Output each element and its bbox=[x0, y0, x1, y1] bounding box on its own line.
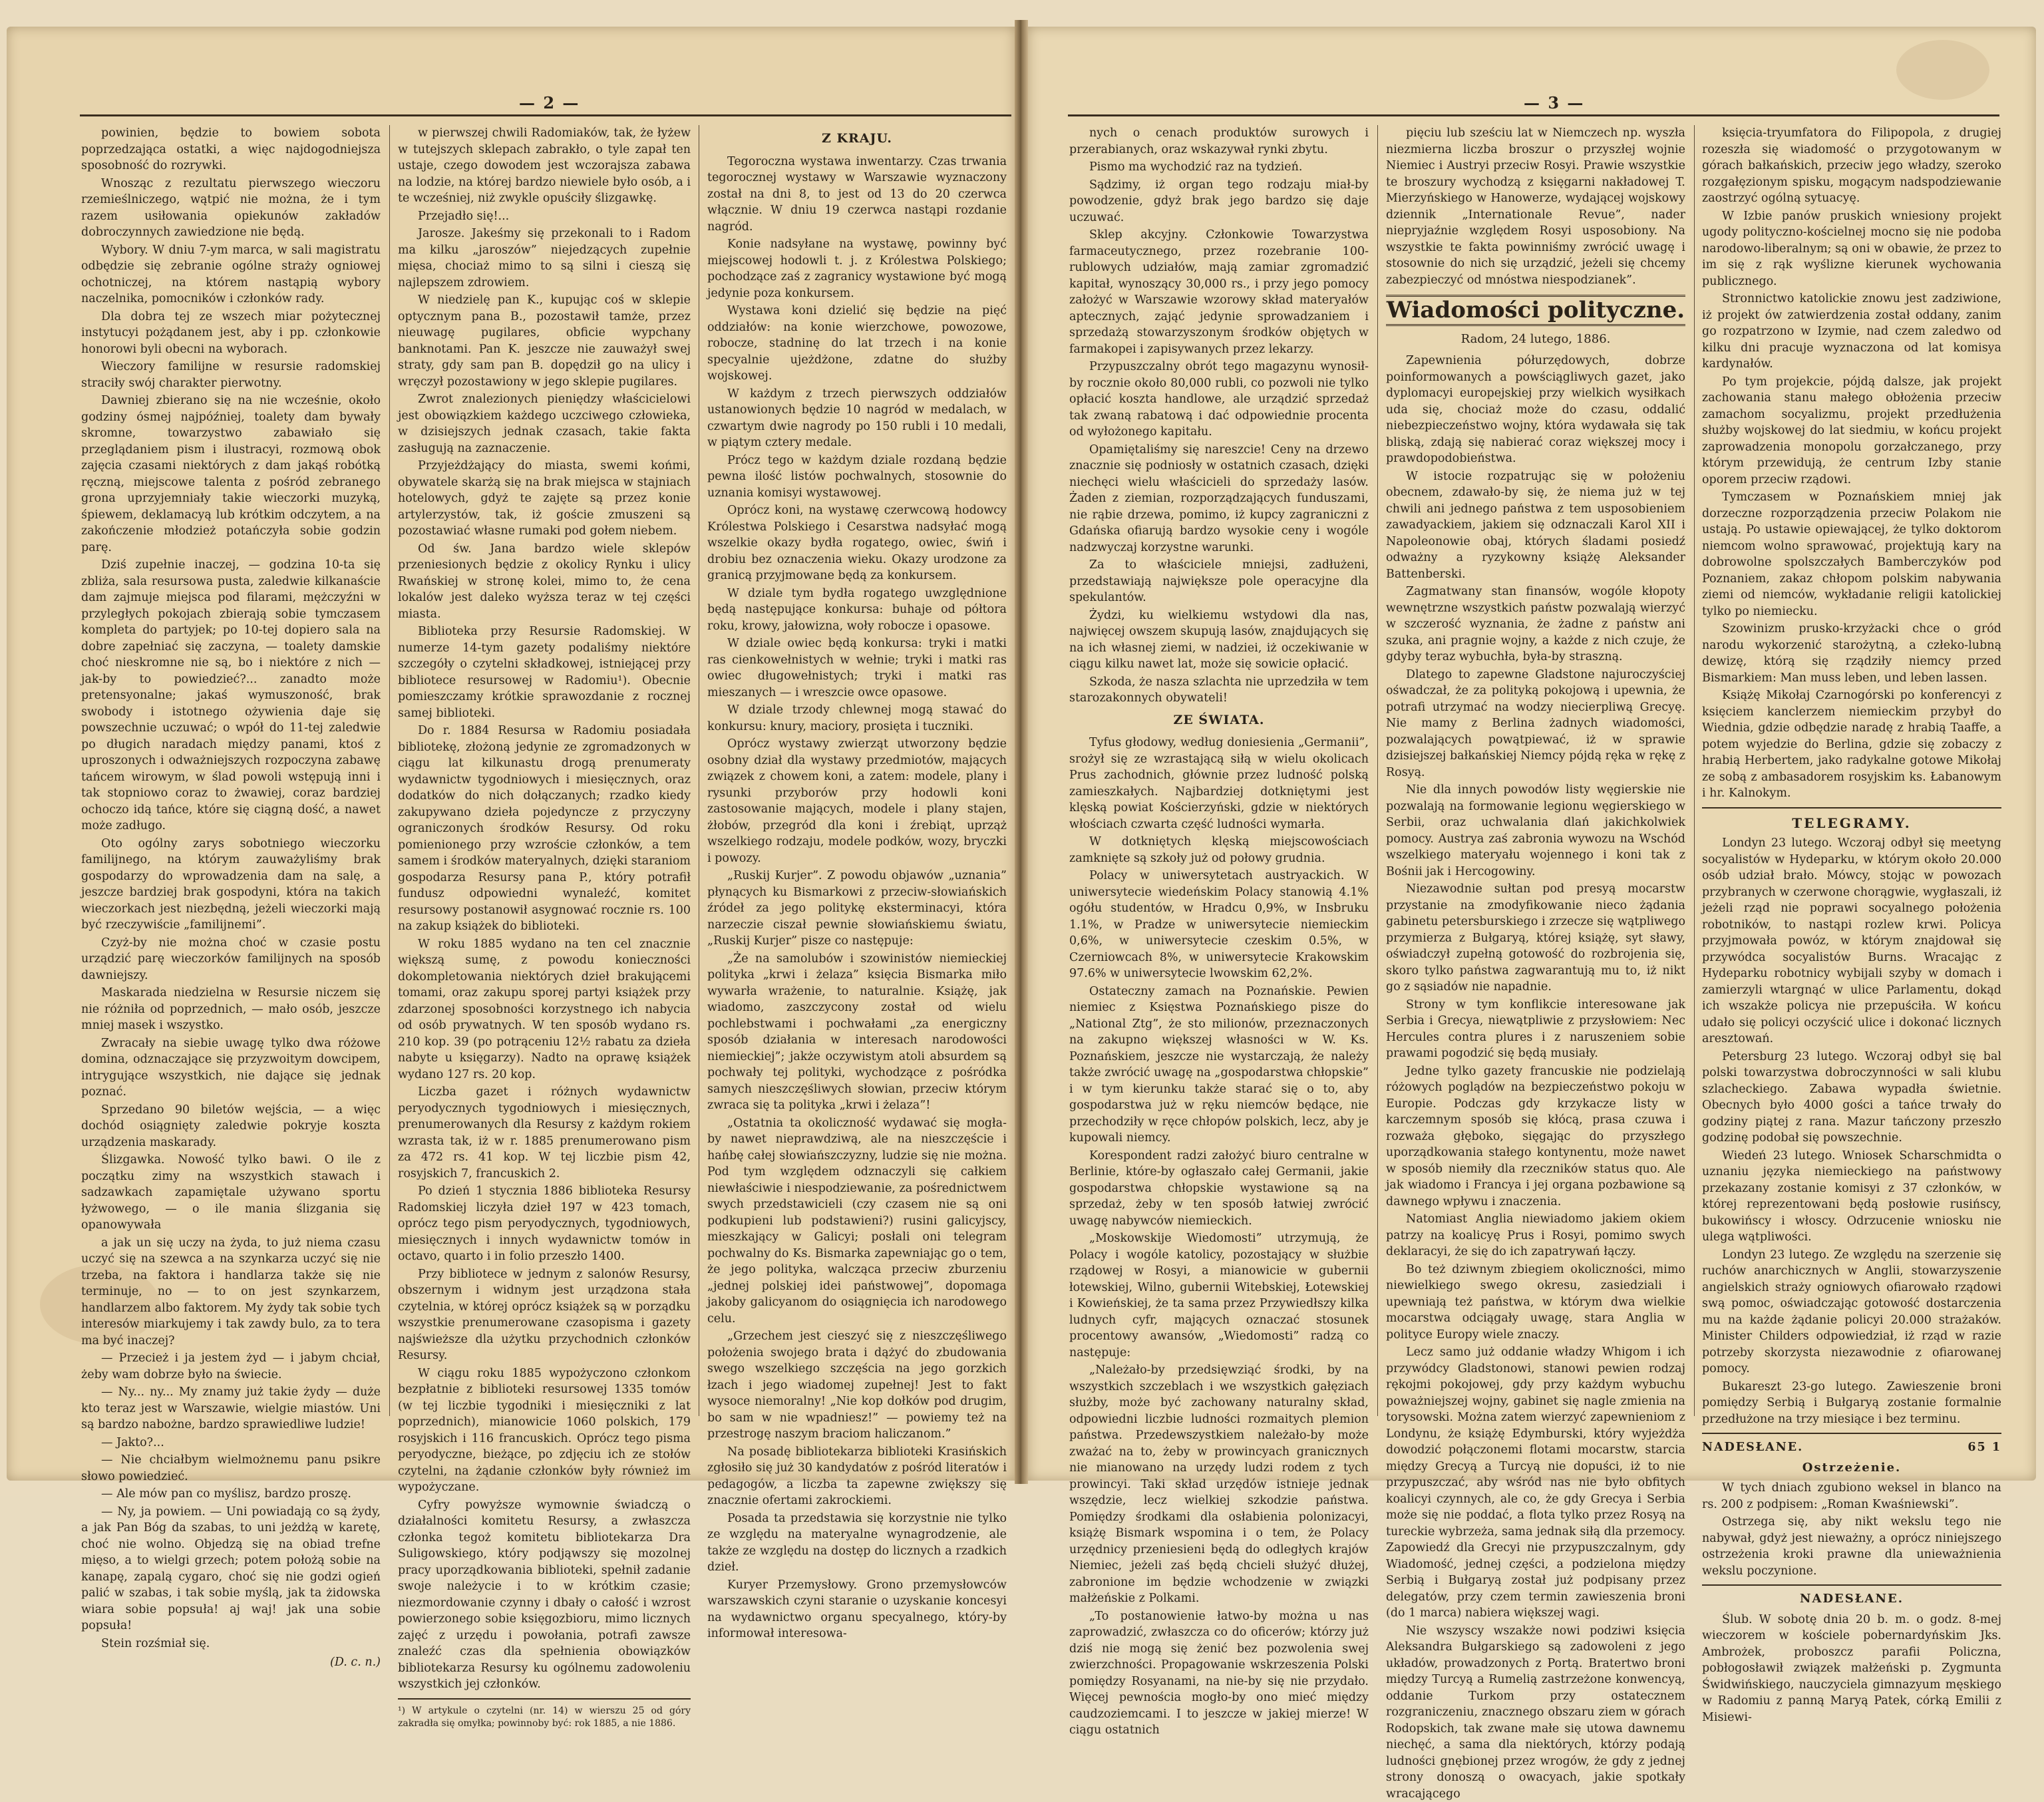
paragraph: Ślizgawka. Nowość tylko bawi. O ile z początku zimy na wszystkich stawach i sadzawkach zapamiętale używano sportu łyżwowego, — o ile mania ślizgania się opanowywała bbox=[81, 1152, 381, 1234]
paragraph: Do r. 1884 Resursa w Radomiu posiadała bibliotekę, złożoną jedynie ze zgromadzonych w ciągu lat kilkunastu drogą prenumeraty wydawnictw tygodniowych i miesięcznych, oraz dodatków do nich dołączanych; rzadko kiedy zakupywano dzieła pojedyncze z przyczyny ograniczonych środków Resursy. Od roku pomienionego przy wzroście członków, a tem samem i środków materyalnych, dzięki staraniom gospodarza Resursy pana P., który potrafił fundusz odpowiedni wynaleźć, komitet resursowy postanowił asygnować rocznie rs. 100 na zakup książek do biblioteki. bbox=[398, 723, 691, 935]
paragraph: Dawniej zbierano się na nie wcześnie, około godziny ósmej najpóźniej, toalety dam bywały skromne, towarzystwo zabawiało się przeglądaniem pism i ilustracyi, rozmową obok zajęcia czasami niektórych z dam jakąś robótką ręczną, miejscowe talenta z pośród zebranego grona uprzyjemniały takie wieczorki muzyką, śpiewem, deklamacyą lub krótkim odczytem, a na zakończenie młodzież potańczyła sobie godzin parę. bbox=[81, 393, 381, 556]
paragraph: Konie nadsyłane na wystawę, powinny być miejscowej hodowli t. j. z Królestwa Polskiego; pochodzące zaś z zagranicy wystawione być mogą jedynie poza konkursem. bbox=[707, 236, 1007, 301]
paper-stain bbox=[1896, 40, 1989, 100]
paragraph: Po dzień 1 stycznia 1886 biblioteka Resursy Radomskiej liczyła dzieł 197 w 423 tomach, oprócz tego pism peryodycznych, tygodniowych, miesięcznych i innych wydawnictw tomów in octavo, quarto i in folio przeszło 1400. bbox=[398, 1183, 691, 1265]
paragraph: Przy bibliotece w jednym z salonów Resursy, obszernym i widnym jest urządzona stała czytelnia, w której oprócz książek są w porządku wszystkie prenumerowane czasopisma i gazety najświeższe dla użytku przychodnich członków Resursy. bbox=[398, 1266, 691, 1364]
paragraph: powinien, będzie to bowiem sobota poprzedzająca ostatki, a więc najdogodniejsza sposobność do rozrywki. bbox=[81, 125, 381, 174]
paragraph: Nie wszyscy wszakże nowi podziwi księcia Aleksandra Bułgarskiego są zadowoleni z jego układów, prowadzonych z Portą. Bratertwo broni między Turcyą a Rumelią zastrzeżone konwencyą, oddanie Turkom przy ostatecznem rozgraniczeniu, znacznego obszaru ziem w górach Rodopskich, tak zwane małe się utowa dawnemu niechęć, a sama dla niektórych, którzy podają ludności gnębionej przez wrogów, że gdy z jednej strony donoszą o owacyach, jakie spotkały wracającego bbox=[1386, 1623, 1685, 1802]
paragraph: Oto ogólny zarys sobotniego wieczorku familijnego, na którym zauważyliśmy brak gospodarzy do wprowadzenia dam na salę, a jeszcze bardziej brak gospodyni, która na takich wieczorkach jest niezbędną, jeżeli wieczorki mają być rzeczywiście „familijnemi”. bbox=[81, 836, 381, 934]
right-column-1 bbox=[1069, 125, 1369, 1423]
paragraph: Biblioteka przy Resursie Radomskiej. W numerze 14-tym gazety podaliśmy niektóre szczegóły o czytelni składkowej, istniejącej przy bibliotece resursowej w Radomiu¹). Obecnie pomieszczamy krótkie sprawozdanie z rocznej samej biblioteki. bbox=[398, 624, 691, 721]
paragraph: „Moskowskije Wiedomosti” utrzymują, że Polacy i wogóle katolicy, pozostający w służbie rządowej w Rosyi, a mianowicie w gubernii łotewskiej, Wilno, gubernii Witebskiej, Łotewskiej i Kowieńskiej, że ta sama przez Przywiedłszy kilka ludnych cyfr, mających oznaczać stosunek procentowy awansów, „Wiedomosti” radzą co następuje: bbox=[1069, 1230, 1369, 1361]
paragraph: Cyfry powyższe wymownie świadczą o działalności komitetu Resursy, a zwłaszcza członka tegoż komitetu bibliotekarza Dra Suligowskiego, który podjąwszy się mozolnej pracy uporządkowania biblioteki, spełnił zadanie swoje należycie i to w krótkim czasie; niezmordowanie czynny i dbały o całość i wzrost powierzonego sobie księgozbioru, mimo licznych zajęć z urzędu i powołania, potrafi zawsze znaleźć czas dla spełnienia obowiązków bibliotekarza Resursy ku ogólnemu zadowoleniu wszystkich jej członków. bbox=[398, 1497, 691, 1693]
left-column-1 bbox=[81, 125, 381, 1423]
paragraph: Wystawa koni dzielić się będzie na pięć oddziałów: na konie wierzchowe, powozowe, robocze, stadninę do lat trzech i na konie specyalnie ujeżdżone, zdatne do służby wojskowej. bbox=[707, 303, 1007, 385]
paragraph: W Izbie panów pruskich wniesiony projekt ugody polityczno-kościelnej mocno się nie podoba narodowo-liberalnym; są oni w obawie, że przez to im się z rąk wyślizne kierunek wychowania publicznego. bbox=[1702, 208, 2001, 290]
right-column-2 bbox=[1386, 125, 1685, 1423]
paragraph: — Nie chciałbym wielmożnemu panu psikre słowo powiedzieć. bbox=[81, 1452, 381, 1485]
paragraph: W każdym z trzech pierwszych oddziałów ustanowionych będzie 10 nagród w medalach, w czwartym dwie nagrody po 150 rubli i 10 medali, w piątym cztery medale. bbox=[707, 386, 1007, 451]
paragraph: W dziale tym bydła rogatego uwzględnione będą następujące konkursa: buhaje od półtora roku, krowy, jałowizna, woły robocze i opasowe. bbox=[707, 586, 1007, 635]
paragraph: Przyjeżdżający do miasta, swemi końmi, obywatele skarżą się na brak miejsca w stajniach hotelowych, gdyż te zajęte są przez konie artylerzystów, tak, iż goście zmuszeni są pozostawiać własne rumaki pod gołem niebem. bbox=[398, 458, 691, 540]
paragraph: księcia-tryumfatora do Filipopola, z drugiej rozeszła się wiadomość o przygotowanym w górach bałkańskich, przeciw jego władzy, szeroko rozgałęzionym spisku, mogącym nadspodziewanie zaostrzyć ogólną sytuacyę. bbox=[1702, 125, 2001, 207]
paragraph: Opamiętaliśmy się nareszcie! Ceny na drzewo znacznie się podniosły w ostatnich czasach, dzięki niechęci wielu właścicieli do sprzedaży lasów. Żaden z ziemian, rozporządzających funduszami, nie rąbie drzewa, pomimo, iż kupcy zagraniczni z Gdańska ofiarują bardzo wysokie ceny i wogóle nadzwyczaj korzystne warunki. bbox=[1069, 442, 1369, 556]
paragraph: W roku 1885 wydano na ten cel znacznie większą sumę, z powodu konieczności dokompletowania niektórych dzieł brakującemi tomami, oraz zakupu sporej partyi książek przy zdarzonej sposobności korzystnego ich nabycia od osób prywatnych. W ten sposób wydano rs. 210 kop. 39 (po potrąceniu 12½ rabatu za dzieła nabyte u księgarzy). Nadto na oprawę książek wydano 127 rs. 20 kop. bbox=[398, 936, 691, 1083]
paragraph: Przejadło się!... bbox=[398, 208, 691, 225]
paragraph: Korespondent radzi założyć biuro centralne w Berlinie, które-by ogłaszało całej Germanii, jakie gospodarstwa chłopskie wystawione są na sprzedaż, żeby w ten sposób łatwiej zwrócić uwagę nabywców niemieckich. bbox=[1069, 1148, 1369, 1230]
warning-title: Ostrzeżenie. bbox=[1702, 1460, 2001, 1477]
paragraph: Tegoroczna wystawa inwentarzy. Czas trwania tegorocznej wystawy w Warszawie wyznaczony został na dni 8, to jest od 13 do 20 czerwca włącznie. W dniu 19 czerwca nastąpi rozdanie nagród. bbox=[707, 154, 1007, 236]
paragraph: Londyn 23 lutego. Ze względu na szerzenie się ruchów anarchicznych w Anglii, stowarzyszenie angielskich straży ogniowych ofiarowało rządowi swą pomoc, oświadczając gotowość dostarczenia mu na każde żądanie policyi 20.000 strażaków. Minister Childers odpowiedział, iż rząd w razie potrzeby skorzysta niezawodnie z ofiarowanej pomocy. bbox=[1702, 1247, 2001, 1377]
paragraph: Ostateczny zamach na Poznańskie. Pewien niemiec z Księstwa Poznańskiego pisze do „National Ztg”, że sto milionów, przeznaczonych na zakupno większej własności w W. Ks. Poznańskiem, jeszcze nie wystarczają, że należy także zwrócić uwagę na „gospodarstwa chłopskie” i w tym kierunku także starać się o to, aby gospodarstwa już w ręku niemców będące, nie przechodziły w ręce chłopów polskich, lecz, aby je kupowali niemcy. bbox=[1069, 984, 1369, 1147]
paragraph: „Ruskij Kurjer”. Z powodu objawów „uznania” płynących ku Bismarkowi z przeciw-słowiańskich źródeł za jego politykę eksterminacyi, która narzeczie ciszał pewnie słowiańskiemu światu, „Ruskij Kurjer” pisze co następuje: bbox=[707, 868, 1007, 950]
paragraph: Oprócz koni, na wystawę czerwcową hodowcy Królestwa Polskiego i Cesarstwa nadsyłać mogą wszelkie okazy bydła rogatego, owiec, świń i drobiu bez oznaczenia wieku. Okazy urodzone za granicą przyjmowane będą za konkursem. bbox=[707, 502, 1007, 584]
footnote: ¹) W artykule o czytelni (nr. 14) w wierszu 25 od góry zakradła się omyłka; powinnoby być: rok 1885, a nie 1886. bbox=[398, 1705, 691, 1730]
paragraph: Oprócz wystawy zwierząt utworzony będzie osobny dział dla wystawy przedmiotów, mających związek z chowem koni, a zatem: modele, plany i rysunki przyborów przy hodowli koni zastosowanie mających, modele i plany stajen, żłobów, przegród dla koni i źrebiąt, uprząż wszelkiego rodzaju, modele podków, wozy, bryczki i powozy. bbox=[707, 736, 1007, 866]
column-divider bbox=[389, 125, 390, 1416]
ad-title: NADESŁANE. bbox=[1702, 1439, 1803, 1456]
paragraph: Tymczasem w Poznańskiem mniej jak dorzeczne rozporządzenia przeciw Polakom nie ustają. Po ustawie opiewającej, że tylko doktorom niemcom wolno sprawować, projektują kary na dobrowolne spolszczałych Bamberczyków pod Poznaniem, zakaz chłopom polskim nabywania ziemi od niemców, wykładanie religii katolickiej tylko po niemiecku. bbox=[1702, 489, 2001, 620]
paragraph: „Grzechem jest cieszyć się z nieszczęśliwego położenia swojego brata i dążyć do zbudowania swego wszelkiego szczęścia na jego gorzkich łzach i jego wiadomej zupełnej! Jest to fakt wysoce niemoralny! „Nie kop dołków pod drugim, bo sam w nie wpadniesz!” — powiemy też na przestrogę naszym braciom haliczanom.” bbox=[707, 1328, 1007, 1443]
paragraph: W ciągu roku 1885 wypożyczono członkom bezpłatnie z biblioteki resursowej 1335 tomów (w tej liczbie tygodniki i miesięczniki z lat poprzednich), mianowicie 1060 polskich, 179 rosyjskich i 116 francuskich. Oprócz tego pisma peryodyczne, bieżące, po zdjęciu ich ze stołów czytelni, na żądanie członków były również im wypożyczane. bbox=[398, 1365, 691, 1496]
paragraph: Zagmatwany stan finansów, wogóle kłopoty wewnętrzne wszystkich państw pozwalają wierzyć w szczerość wyznania, że żadne z państw ani szuka, ani pragnie wojny, a każde z nich czuje, że gdyby teraz wybuchła, była-by straszną. bbox=[1386, 584, 1685, 665]
paragraph: Polacy w uniwersytetach austryackich. W uniwersytecie wiedeńskim Polacy stanowią 4.1% ogółu studentów, w Hradcu 0,9%, w Insbruku 1.1%, w Pradze w uniwersytecie niemieckim 0,6%, w uniwersytecie czeskim 0.5%, w Czerniowcach 8%, w uniwersytecie Krakowskim 97.6% w uniwersytecie lwowskim 62,2%. bbox=[1069, 868, 1369, 982]
paragraph: Od św. Jana bardzo wiele sklepów przeniesionych będzie z okolicy Rynku i ulicy Rwańskiej w stronę kolei, mimo to, że cena lokalów jest daleko wyższa teraz w tej części miasta. bbox=[398, 541, 691, 623]
paragraph: Po tym projekcie, pójdą dalsze, jak projekt zachowania stanu małego obłożenia przeciw zamachom socyalizmu, projekt przedłużenia służby wojskowej do lat siedmiu, w końcu projekt zaprowadzenia monopolu gorzałczanego, przy którym przewidują, że centrum Izby stanie oporem przeciw rządowi. bbox=[1702, 374, 2001, 488]
section-rule bbox=[1702, 1584, 2001, 1586]
telegrams-title: TELEGRAMY. bbox=[1702, 815, 2001, 832]
left-column-3 bbox=[707, 125, 1007, 1423]
paragraph: „Ostatnia ta okoliczność wydawać się mogła-by nawet nieprawdziwą, ale na nieszczęście i hańbę całej słowiańszczyzny, ludzie się nie można. Pod tym względem odznaczyli się całkiem niewłaściwie i niespodziewanie, za pośrednictwem swych przedstawicieli (czy czasem nie są oni podkupieni lub podstawieni?) rusini galicyjscy, mieszkający w Galicyi; posłali oni telegram pochwalny do Ks. Bismarka zapewniając go o tem, że jego polityka, walcząca przeciw zburzeniu „jednej polskiej idei państwowej”, dopomaga jakoby galicyanom do osiągnięcia ich narodowego celu. bbox=[707, 1115, 1007, 1328]
header-rule-left bbox=[80, 114, 1011, 116]
paragraph: Przypuszczalny obrót tego magazynu wynosił-by rocznie około 80,000 rubli, co pozwoli nie tylko opłacić koszta handlowe, ale urządzić sprzedaż tak zwaną rabatową i dać odpowiednie procenta od wyłożonego kapitału. bbox=[1069, 359, 1369, 441]
paragraph: Wieczory familijne w resursie radomskiej straciły swój charakter pierwotny. bbox=[81, 359, 381, 391]
paragraph: Wnosząc z rezultatu pierwszego wieczoru rzemieślniczego, wątpić nie można, że i tym razem usiłowania opiekunów zakładów dobroczynnych zawiedzione nie będą. bbox=[81, 176, 381, 241]
paragraph: Sprzedano 90 biletów wejścia, — a więc dochód osiągnięty zaledwie pokryje koszta urządzenia maskarady. bbox=[81, 1102, 381, 1151]
paragraph: Petersburg 23 lutego. Wczoraj odbył się bal polski towarzystwa dobroczynności w sali klubu szlacheckiego. Zabawa wypadła świetnie. Obecnych było 4000 gości a tańce trwały do godziny piątej z rana. Mazur tańczony przeszło godzinę podobał się powszechnie. bbox=[1702, 1049, 2001, 1147]
dateline: Radom, 24 lutego, 1886. bbox=[1386, 331, 1685, 348]
paragraph: W istocie rozpatrując się w położeniu obecnem, zdawało-by się, że niema już w tej chwili ani jednego państwa z tem usposobieniem zawadyackiem, jakiem się odznaczali Karol XII i Napoleonowie obaj, których śladami posiedź odważny a ryzykowny książę Aleksander Battenberski. bbox=[1386, 468, 1685, 583]
paragraph: Dlatego to zapewne Gladstone najuroczyściej ośwadczał, że za polityką pokojową i upewnia, że potrafi utrzymać na wodzy niecierpliwą Grecyę. Nie mamy z Berlina żadnych wiadomości, pozwalających powątpiewać, iż w sprawie dzisiejszej bałkańskiej Niemcy pójdą ręka w rękę z Rosyą. bbox=[1386, 667, 1685, 781]
paragraph: Żydzi, ku wielkiemu wstydowi dla nas, najwięcej owszem skupują lasów, znajdujących się na ich własnej ziemi, w nadziei, iż oczekiwanie w ciągu kilku nawet lat, może się sowicie opłacić. bbox=[1069, 608, 1369, 673]
paragraph: Stein rozśmiał się. bbox=[81, 1636, 381, 1652]
paragraph: Tyfus głodowy, według doniesienia „Germanii”, srożył się ze wzrastającą siłą w wielu okolicach Prus zachodnich, głównie przez ludność polską zamieszkałych. Najbardziej dotkniętymi jest klęską powiat Kościerzyński, gdzie w niektórych włościach czwarta część ludności wymarła. bbox=[1069, 735, 1369, 832]
paragraph: Kuryer Przemysłowy. Grono przemysłowców warszawskich czyni staranie o uzyskanie koncesyi na wydawnictwo organu specyalnego, który-by informował interesowa- bbox=[707, 1577, 1007, 1642]
section-rule bbox=[1702, 1433, 2001, 1434]
paragraph: W dotkniętych klęską miejscowościach zamknięte są szkoły już od połowy grudnia. bbox=[1069, 834, 1369, 866]
paragraph: — Ny, ja powiem. — Uni powiadają co są żydy, a jak Pan Bóg da szabas, to uni jeżdżą w karetę, choć nie wolno. Objedzą się na obiad trefne mięso, a to wielgi grzech; potem położą sobie na kanapę, zapalą cygaro, choć się nie godzi ogień palić w szabas, i tak sobie myślą, jak ta żidowska wiara sobie popsuła! aj waj! jak una sobie popsuła! bbox=[81, 1504, 381, 1634]
paragraph: „To postanowienie łatwo-by można u nas zaprowadzić, zwłaszcza co do oficerów; którzy już dziś nie mogą się żenić bez pozwolenia swej zwierzchności. Propagowanie wskrzeszenia Polski pomiędzy Rosyanami, na nie-by się nie przydało. Więcej pewnościa mogło-by ono mieć między caudzoziemcami. I to jeszcze w jakiej mierze! W ciągu ostatnich bbox=[1069, 1608, 1369, 1739]
paragraph: w pierwszej chwili Radomiaków, tak, że łyżew w tutejszych sklepach zabrakło, o tyle zapał ten ustaje, czego dowodem jest wczorajsza zabawa na lodzie, na której bardzo niewiele było osób, a i te wcześniej, niż zwykle opuściły ślizgawkę. bbox=[398, 125, 691, 207]
paragraph: Sklep akcyjny. Członkowie Towarzystwa farmaceutycznego, przez rozebranie 100-rublowych udziałów, mają zamiar zgromadzić kapitał, wynoszący 30,000 rs., i przy jego pomocy założyć w Warszawie wzorowy skład materyałów aptecznych, zająć jedynie sprowadzaniem i sprzedażą stowarzyszonym środków objętych w farmakopei i zapisywanych przez lekarzy. bbox=[1069, 227, 1369, 357]
paragraph: „Należało-by przedsięwziąć środki, by na wszystkich szczeblach i we wszystkich gałęziach służby, może być zachowany naturalny skład, odpowiedni liczbie ludności rozmaitych plemion państwa. Przedewszystkiem należało-by może zważać na to, żeby w prowincyach granicznych nie mianowano na urzędy ludzi rodem z tych prowincyi. Taki skład urzędów istnieje jednak wszędzie, lecz wielkiej szkodzie państwa. Pomiędzy środkami dla osłabienia polonizacyi, książę Bismark wspomina i o tem, że Polacy urzędnicy przeniesieni będą do odległych krajów Niemiec, jeżeli zaś będą chcieli służyć dłużej, zabronione im będzie wchodzenie w związki małżeńskie z Polkami. bbox=[1069, 1362, 1369, 1607]
section-title-z-kraju: Z KRAJU. bbox=[707, 130, 1007, 147]
paragraph: Sądzimy, iż organ tego rodzaju miał-by powodzenie, gdyż brak jego bardzo się daje uczuwać. bbox=[1069, 177, 1369, 226]
paragraph: Za to właściciele mniejsi, zadłużeni, przedstawiają największe pole operacyjne dla spekulantów. bbox=[1069, 557, 1369, 606]
section-title-ze-swiata: ZE ŚWIATA. bbox=[1069, 712, 1369, 729]
paragraph: Zwracały na siebie uwagę tylko dwa różowe domina, odznaczające się przyzwoitym dowcipem, intrygujące wszystkich, nie dające się jednak poznać. bbox=[81, 1035, 381, 1101]
section-rule bbox=[1702, 807, 2001, 809]
paragraph: „Że na samolubów i szowinistów niemieckiej polityka „krwi i żelaza” księcia Bismarka miło wywarła wrażenie, to naturalnie. Książę, jak wiadomo, zaszczycony został od wielu pochlebstwami i pochwałami „za energiczny sposób działania w interesach narodowości niemieckiej”; jakże oczywistym atoli absurdem są pochwały tej polityki, wychodzące z pośródka samych nieszczęśliwych słowian, przeciw którym zwraca się ta polityka „krwi i żelaza”! bbox=[707, 951, 1007, 1114]
paragraph: Pismo ma wychodzić raz na tydzień. bbox=[1069, 159, 1369, 176]
paragraph: W dziale trzody chlewnej mogą stawać do konkursu: knury, maciory, prosięta i tuczniki. bbox=[707, 702, 1007, 735]
paragraph: Liczba gazet i różnych wydawnictw peryodycznych tygodniowych i miesięcznych, prenumerowanych dla Resursy z każdym rokiem wzrasta tak, iż w r. 1885 prenumerowano pism za 472 rs. 41 kop. W tej liczbie pism 42, rosyjskich 7, francuskich 2. bbox=[398, 1084, 691, 1182]
paragraph: Dla dobra tej ze wszech miar pożytecznej instytucyi pożądanem jest, aby i pp. członkowie honorowi byli obecni na wyborach. bbox=[81, 309, 381, 358]
paragraph: Ślub. W sobotę dnia 20 b. m. o godz. 8-mej wieczorem w kościele pobernardyńskim Jks. Ambrożek, proboszcz parafii Policzna, pobłogosławił związek małżeński p. Zygmunta Świdwińskiego, nauczyciela gimnazyum męskiego w Radomiu z panną Maryą Patek, córką Emilii z Misiewi- bbox=[1702, 1612, 2001, 1726]
paragraph: Lecz samo już oddanie władzy Whigom i ich przywódcy Gladstonowi, stanowi pewien rodzaj rękojmi pokojowej, gdy przy każdym wybuchu poważniejszej wojny, gabinet się nagle zmienia na torysowski. Można zatem wierzyć zapewnieniom z Londynu, że książę Edymburski, który wyjeżdża dowodzić połączonemi flotami mocarstw, starcia między Grecyą a Turcyą nie dopuści, iż to nie przypuszczać, aby wśród nas nie było obfitych koalicyi czynnych, ale co, że gdy Grecya i Serbia może się nie poddać, a flota tylko przez Rosyą na tureckie wybrzeża, sama jednak siłą dla przemocy. Zapowiedź dla Grecyi nie przypuszczalnym, gdy Wiadomość, jednej części, a podzielona między Serbią i Bułgaryą został już podpisany przez delegatów, przy czem termin zawieszenia broni (do 1 marca) nabiera większej wagi. bbox=[1386, 1344, 1685, 1622]
paragraph: Londyn 23 lutego. Wczoraj odbył się meetyng socyalistów w Hydeparku, w którym około 20.000 osób udział brało. Mówcy, stojąc w powozach przybranych w czerwone chorągwie, wygłaszali, iż jeżeli rząd nie poprawi socyalnego położenia robotników, to nastąpi rozlew krwi. Policya przyjmowała powóz, w którym znajdował się przywódca socyalistów Burns. Wracając z Hydeparku robotnicy wybijali szyby w domach i zamierzyli wtargnąć w ulice Parlamentu, dokąd ich wszakże policya nie przepuściła. W końcu udało się policyi oczyścić ulice i dokonać licznych aresztowań. bbox=[1702, 835, 2001, 1047]
ad-number: 65 1 bbox=[1967, 1439, 2001, 1456]
paragraph: — Jakto?... bbox=[81, 1435, 381, 1451]
ad-title: NADESŁANE. bbox=[1702, 1591, 2001, 1608]
paragraph: Ostrzega się, aby nikt wekslu tego nie nabywał, gdyż jest nieważny, a oprócz niniejszego ostrzeżenia kroki prawne dla unieważnienia wekslu poczynione. bbox=[1702, 1514, 2001, 1579]
paragraph: pięciu lub sześciu lat w Niemczech np. wyszła niezmierna liczba broszur o przyszłej wojnie Niemiec i Austryi przeciw Rosyi. Prawie wszystkie te broszury wychodzą z księgarni nakładowej T. Mierzyńskiego w Hanowerze, wydającej wojskowy dziennik „Internationale Revue”, nader niepryjaźnie względem Rosyi usposobiony. Na wszystkie te fakta powinniśmy zwrócić uwagę i stosownie do nich się urządzić, jeżeli się chcemy zabezpieczyć od mnóstwa niespodzianek”. bbox=[1386, 125, 1685, 288]
paragraph: Stronnictwo katolickie znowu jest zadziwione, iż projekt ów zatwierdzenia został oddany, zanim go rozpatrzono w Izymie, nad czem zaledwo od kilku dni pracuje wyznaczona od lat komisya kardynałów. bbox=[1702, 291, 2001, 373]
paragraph: Czyż-by nie można choć w czasie postu urządzić parę wieczorków familijnych na sposób dawniejszy. bbox=[81, 935, 381, 984]
paragraph: — Ny... ny... My znamy już takie żydy — duże kto teraz jest w Warszawie, wielgie miastów. Uni są bardzo nabożne, bardzo sprawiedliwe ludzie! bbox=[81, 1384, 381, 1433]
paragraph: Strony w tym konflikcie interesowane jak Serbia i Grecya, niewątpliwie z przysłowiem: Nec Hercules contra plures i z naruszeniem sobie prawami pogodzić się będą musiały. bbox=[1386, 997, 1685, 1062]
page-number-right: — 3 — bbox=[1524, 93, 1584, 112]
paragraph: Zwrot znalezionych pieniędzy właścicielowi jest obowiązkiem każdego uczciwego człowieka, w dzisiejszych jednak czasach, takie fakta zasługują na zaznaczenie. bbox=[398, 391, 691, 456]
ad-header bbox=[1702, 1439, 2001, 1456]
paragraph: Wiedeń 23 lutego. Wniosek Scharschmidta o uznaniu języka niemieckiego na państwowy przekazany zostanie komisyi z 37 członków, w której reprezentowani będą posłowie rusińscy, bukowińscy i włoscy. Odrzucenie wniosku nie ulega wątpliwości. bbox=[1702, 1148, 2001, 1246]
paragraph: Wybory. W dniu 7-ym marca, w sali magistratu odbędzie się zebranie ogólne straży ogniowej ochotniczej, na którem nastąpią wybory naczelnika, pomocników i członków rady. bbox=[81, 242, 381, 307]
left-column-2 bbox=[398, 125, 691, 1423]
paragraph: — Przecież i ja jestem żyd — i jabym chciał, żeby wam dobrze było na świecie. bbox=[81, 1350, 381, 1383]
paragraph: Jarosze. Jakeśmy się przekonali to i Radom ma kilku „jaroszów” niejedzących zupełnie mięsa, chociaż mimo to są silni i cieszą się najlepszem zdrowiem. bbox=[398, 226, 691, 291]
paragraph: Jedne tylko gazety francuskie nie podzielają różowych poglądów na bezpieczeństwo pokoju w Europie. Podczas gdy krzykacze listy w karczemnym sposób się kłócą, prasa czuwa i rozważa głęboko, sięgając do przyszłego uporządkowania stałego kontynentu, może nawet w sposób niemiły dla rzeczników status quo. Ale jak wiadomo i Francya i jej organa pozbawione są dawnego wpływu i znaczenia. bbox=[1386, 1063, 1685, 1210]
paragraph: W tych dniach zgubiono weksel in blanco na rs. 200 z podpisem: „Roman Kwaśniewski”. bbox=[1702, 1480, 2001, 1513]
right-column-3 bbox=[1702, 125, 2001, 1423]
paragraph: Niezawodnie sułtan pod presyą mocarstw przystanie na zmodyfikowanie nieco żądania gabinetu petersburskiego i zrzecze się wątpliwego przymierza z Bułgaryą, której książę, syt sławy, oświadczył zupełną gotowość do rozbrojenia się, skoro tylko państwa zagwarantują mu to, iż nikt go z sąsiadów nie napadnie. bbox=[1386, 881, 1685, 995]
paragraph: — Ale mów pan co myślisz, bardzo proszę. bbox=[81, 1486, 381, 1503]
header-rule-right bbox=[1068, 114, 1999, 116]
paragraph: a jak un się uczy na żyda, to już niema czasu uczyć się na szewca a na szynkarza uczyć się nie trzeba, na faktora i handlarza także się nie terminuje, no — to on jest szynkarzem, handlarzem albo faktorem. My żydy tak sobie tych interesów miarkujemy i tak zawdy bulo, za to tera ma być inaczej? bbox=[81, 1235, 381, 1350]
paragraph: W niedzielę pan K., kupując coś w sklepie optycznym pana B., pozostawił tamże, przez nieuwagę pugilares, obficie wypchany banknotami. Pan K. jeszcze nie zauważył swej straty, gdy sam pan B. dopędził go na ulicy i wręczył pozostawiony w jego sklepie pugilares. bbox=[398, 292, 691, 390]
column-divider bbox=[1694, 125, 1695, 1416]
story-signature: (D. c. n.) bbox=[81, 1654, 381, 1671]
paragraph: Maskarada niedzielna w Resursie niczem się nie różniła od poprzednich, — mało osób, jeszcze mniej masek i wszystko. bbox=[81, 985, 381, 1034]
paragraph: nych o cenach produktów surowych i przerabianych, oraz wskazywał rynki zbytu. bbox=[1069, 125, 1369, 158]
page-number-left: — 2 — bbox=[519, 93, 580, 112]
paragraph: Szkoda, że nasza szlachta nie uprzedziła w tem starozakonnych obywateli! bbox=[1069, 674, 1369, 707]
paragraph: Posada ta przedstawia się korzystnie nie tylko ze względu na materyalne wynagrodzenie, ale także ze względu na dostęp do licznych a rzadkich dzieł. bbox=[707, 1511, 1007, 1576]
political-news-title: Wiadomości polityczne. bbox=[1386, 295, 1685, 326]
paragraph: Natomiast Anglia niewiadomo jakiem okiem patrzy na koalicyę Prus i Rosyi, pomimo swych deklaracyi, że się do ich zapatrywań łączy. bbox=[1386, 1211, 1685, 1260]
paragraph: Szowinizm prusko-krzyżacki chce o gród narodu wykorzenić starożytną, a człeko-lubną dewizę, którą się rządziły niemcy przed Bismarkiem: Man muss leben, und leben lassen. bbox=[1702, 621, 2001, 686]
paragraph: Na posadę bibliotekarza biblioteki Krasińskich zgłosiło się już 30 kandydatów z pośród literatów i pedagogów, a liczba ta zapewne zwiększy się znacznie ofertami zakrockiemi. bbox=[707, 1444, 1007, 1509]
paragraph: Prócz tego w każdym dziale rozdaną będzie pewna ilość listów pochwalnych, stosownie do uznania komisyi wystawowej. bbox=[707, 452, 1007, 502]
paragraph: Bukareszt 23-go lutego. Zawieszenie broni pomiędzy Serbią i Bułgaryą zostanie formalnie przedłużone na trzy miesiące i bez terminu. bbox=[1702, 1379, 2001, 1428]
paragraph: Nie dla innych powodów listy węgierskie nie pozwalają na formowanie legionu węgierskiego w Serbii, oraz uchwalania dlań jakichkolwiek pomocy. Austrya zaś zabronia wywozu na Wschód wszelkiego materyału wojennego i koni tak z Bośnii jak i Hercogowiny. bbox=[1386, 782, 1685, 880]
paragraph: W dziale owiec będą konkursa: tryki i matki ras cienkowełnistych w wełnie; tryki i matki ras owiec długowełnistych; tryki i matki ras mieszanych — i wreszcie owce opasowe. bbox=[707, 635, 1007, 701]
column-divider bbox=[1377, 125, 1378, 1416]
footnote-rule bbox=[398, 1698, 691, 1700]
paragraph: Bo też dziwnym zbiegiem okoliczności, mimo niewielkiego swego okresu, zasiedziali i upewniają też państwa, w którym dwa wielkie mocarstwa odciągały uwagę, stara Anglia w polityce Europy wiele znaczy. bbox=[1386, 1262, 1685, 1344]
paragraph: Książę Mikołaj Czarnogórski po konferencyi z księciem kanclerzem niemieckim przybył do Wiednia, gdzie odbędzie naradę z hrabią Taaffe, a potem wyjedzie do Berlina, gdzie się zobaczy z hrabią Herbertem, jako radykalne gotowe Mikołaj ze sobą z ambasadorem rosyjskim ks. Łabanowym i hr. Kalnokym. bbox=[1702, 687, 2001, 802]
paragraph: Dziś zupełnie inaczej, — godzina 10-ta się zbliża, sala resursowa pusta, zaledwie kilkanaście dam zajmuje miejsca pod filarami, mężczyźni w przyległych pokojach zbierają sobie tymczasem kompleta do partyjek; po 10-tej dopiero sala na dobre zapełniać się zaczyna, — toalety damskie choć nieskromne nie są, bo i niektóre z nich — jak-by to powiedzieć?... zanadto może pretensyonalne; jakaś wymuszoność, brak swobody i istotnego ożywienia daje się powszechnie uczuwać; o wpół do 11-tej zaledwie po długich naradach między panami, ktoś z uproszonych i odważniejszych rozpoczyna zabawę tańcem wirowym, w ślad powoli wstępują inni i tak stopniowo coraz to żwawiej, coraz bardziej ochoczo idą tańce, które się ciągną dość, a nawet może zadługo. bbox=[81, 557, 381, 834]
page-gutter bbox=[1015, 20, 1028, 1484]
paragraph: Zapewnienia półurzędowych, dobrze poinformowanych a powściągliwych gazet, jako dyplomacyi europejskiej przy wielkich wysiłkach uda się, chociaż może do czasu, oddalić niebezpieczeństwo wojny, która wydawała się tak bliską, zdają się nabierać coraz większej mocy i prawdopodobieństwa. bbox=[1386, 353, 1685, 467]
